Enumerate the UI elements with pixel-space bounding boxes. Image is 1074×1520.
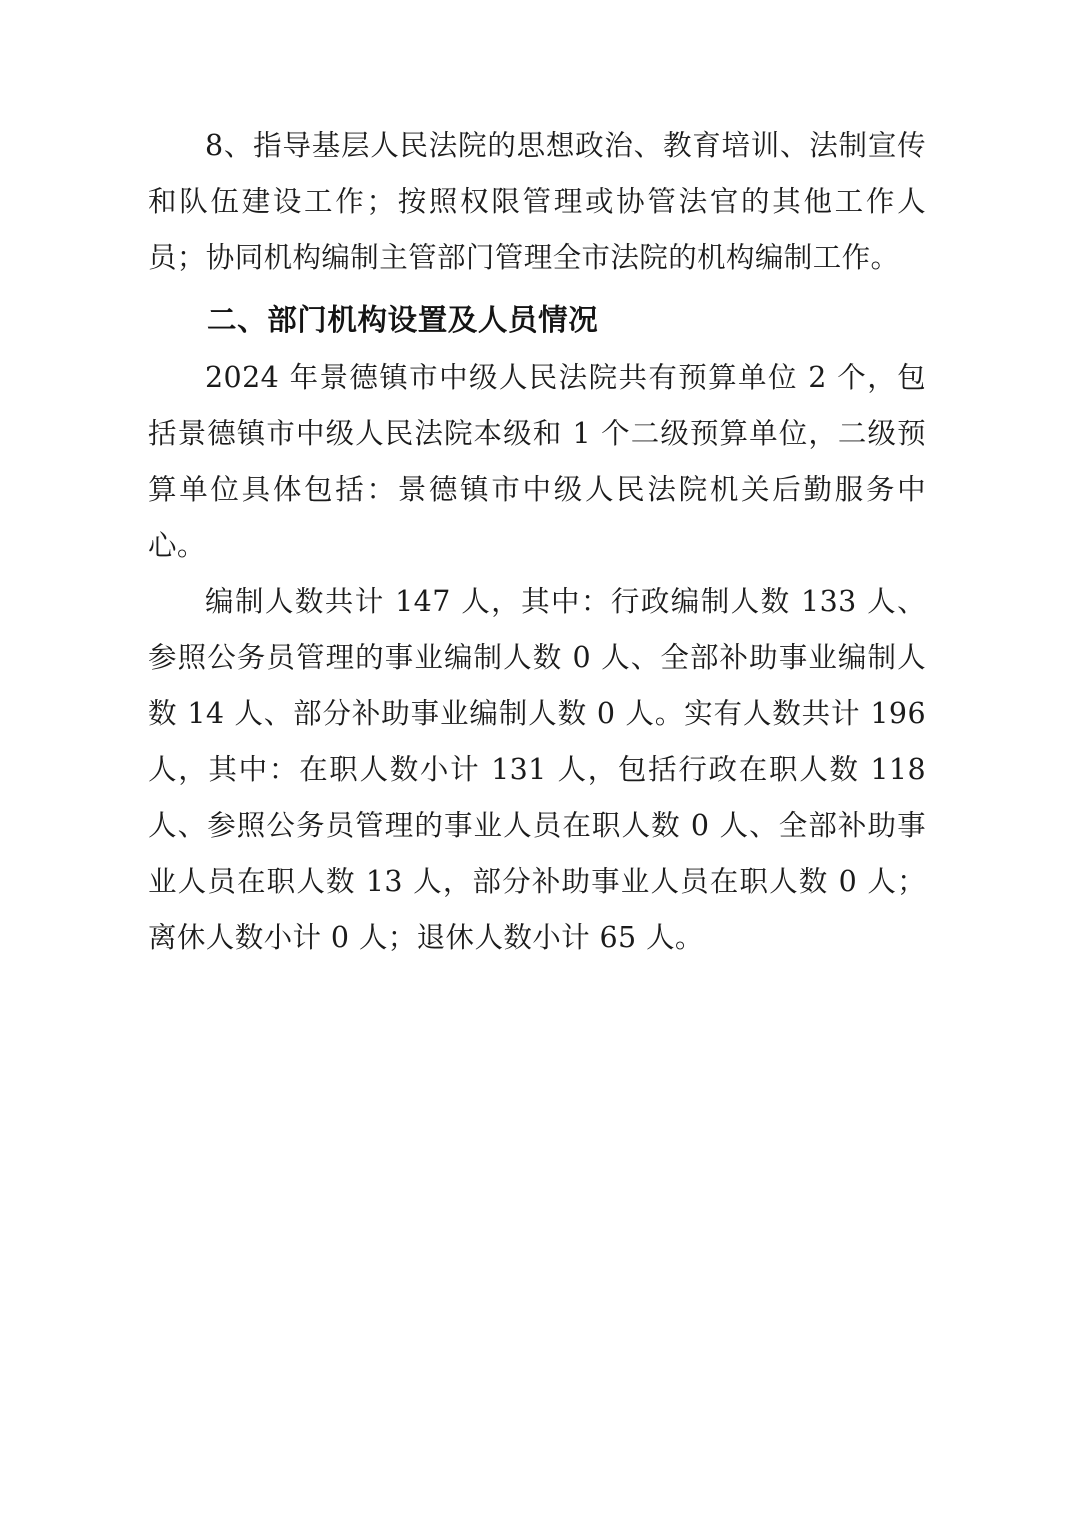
document-body [148,118,926,966]
paragraph-item-8: 8、指导基层人民法院的思想政治、教育培训、法制宣传和队伍建设工作；按照权限管理或协管法官的其他工作人员；协同机构编制主管部门管理全市法院的机构编制工作。 [148,129,926,274]
paragraph-budget-units: 2024 年景德镇市中级人民法院共有预算单位 2 个，包括景德镇市中级人民法院本级和 1 个二级预算单位，二级预算单位具体包括：景德镇市中级人民法院机关后勤服务中心。 [148,361,926,562]
section-heading: 二、部门机构设置及人员情况 [207,302,599,337]
paragraph-staffing: 编制人数共计 147 人，其中：行政编制人数 133 人、参照公务员管理的事业编制人数 0 人、全部补助事业编制人数 14 人、部分补助事业编制人数 0 人。实有人数共计 196 人，其中：在职人数小计 131 人，包括行政在职人数 118 人、参照公务员管理的事业人员在职人数 0 人、全部补助事业人员在职人数 13 人，部分补助事业人员在职人数 0 人；离休人数小计 0 人；退休人数小计 65 人。 [148,585,926,954]
